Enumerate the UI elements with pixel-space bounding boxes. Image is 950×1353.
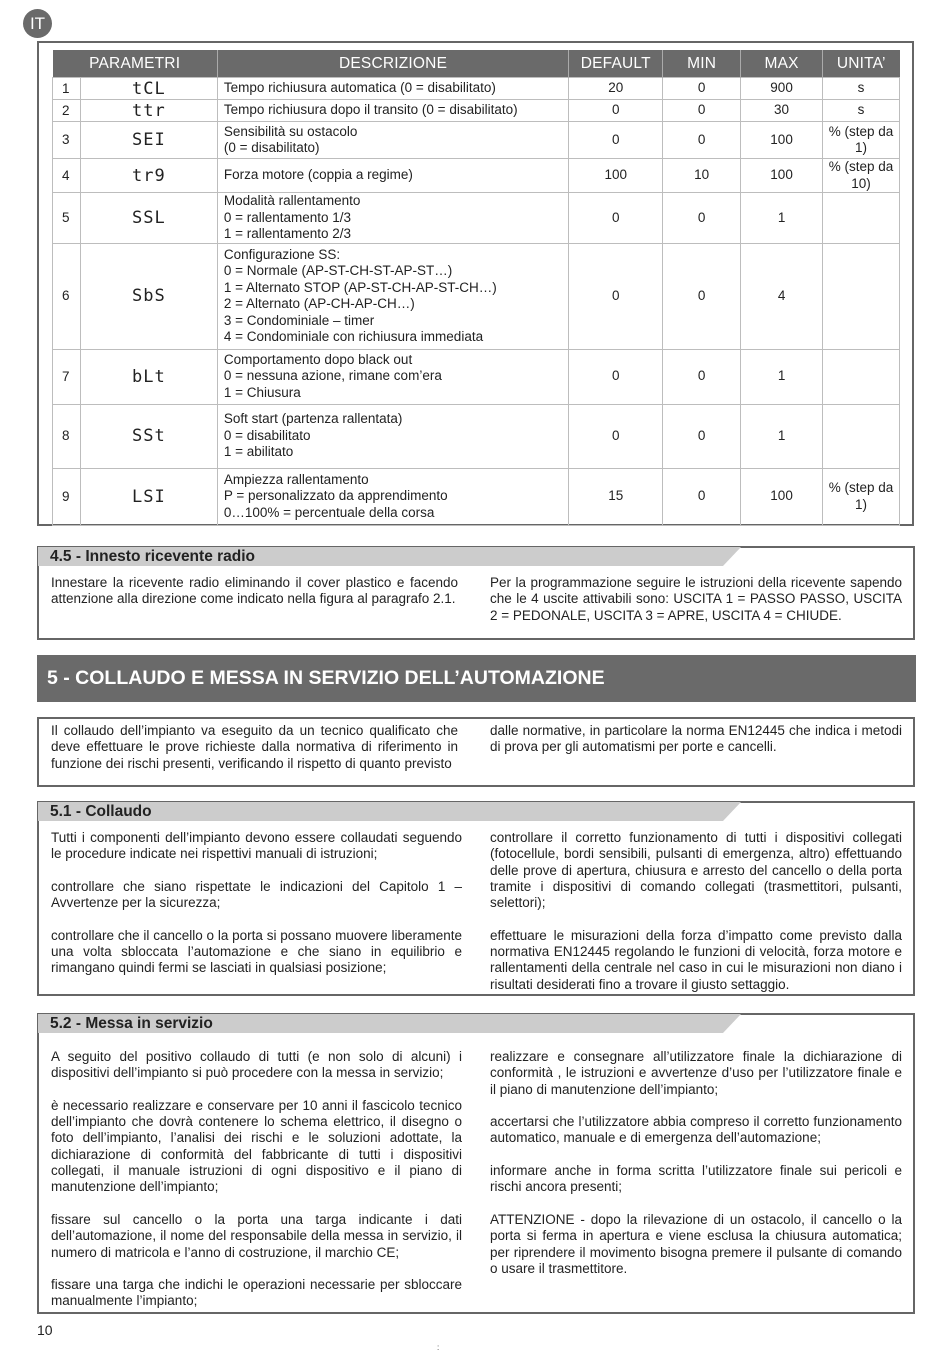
table-header-row xyxy=(53,50,900,78)
description-line: 0 = Normale (AP-ST-CH-ST-AP-ST…) xyxy=(223,263,453,278)
default-cell: 20 xyxy=(569,78,663,100)
section-title-bar xyxy=(38,1014,741,1033)
max-cell: 1 xyxy=(741,349,823,404)
paragraph: accertarsi che l’utilizzatore abbia compreso il corretto funzionamento automatico, manuale e di emergenza dell’automazione; xyxy=(490,1114,902,1146)
description-cell xyxy=(217,122,568,159)
language-badge: IT xyxy=(23,9,52,38)
param-divider xyxy=(80,78,81,99)
param-code: LSI xyxy=(132,486,166,507)
section-title: 4.5 - Innesto ricevente radio xyxy=(50,548,256,565)
page-number: 10 xyxy=(37,1322,53,1338)
description-line: (0 = disabilitato) xyxy=(223,140,320,155)
param-cell xyxy=(53,468,218,525)
paragraph: Innestare la ricevente radio eliminando il cover plastico e facendo attenzione alla direzione come indicato nella figura al paragrafo 2.1. xyxy=(51,575,458,607)
param-divider xyxy=(80,350,81,404)
param-number: 6 xyxy=(62,287,70,303)
param-divider xyxy=(80,405,81,468)
unit-cell xyxy=(823,243,900,349)
description-line: 0…100% = percentuale della corsa xyxy=(223,504,435,520)
param-cell xyxy=(53,243,218,349)
description-line: 2 = Alternato (AP-CH-AP-CH…) xyxy=(223,296,415,311)
max-cell: 4 xyxy=(741,243,823,349)
param-number: 4 xyxy=(62,167,70,183)
table-row xyxy=(53,100,900,122)
paragraph: A seguito del positivo collaudo di tutti (e non solo di alcuni) i dispositivi dell’impianto si può procedere con la messa in servizio; xyxy=(51,1049,462,1081)
min-cell: 10 xyxy=(663,159,741,193)
param-divider xyxy=(80,122,81,158)
default-cell: 0 xyxy=(569,349,663,404)
description-line: Modalità rallentamento xyxy=(223,193,361,208)
paragraph: controllare che il cancello o la porta si possano muovere liberamente una volta sbloccata l’automazione e che siano in equilibrio e rimangano quindi fermi se lasciati in qualsiasi posizione; xyxy=(51,927,462,976)
param-number: 9 xyxy=(62,488,70,504)
param-code: bLt xyxy=(132,366,166,387)
description-line: 4 = Condominiale con richiusura immediata xyxy=(223,329,484,344)
default-cell: 0 xyxy=(569,243,663,349)
min-cell: 0 xyxy=(663,349,741,404)
param-cell xyxy=(53,349,218,404)
paragraph: è necessario realizzare e conservare per 10 anni il fascicolo tecnico dell’impianto che dovrà contenere lo schema elettrico, il disegno o foto dell’impianto, l’analisi dei rischi e le soluzioni adottate, la dichiarazione di conformità del fabbricante di tutti i dispositivi collegati, il manuale istruzioni di ogni dispositivo e il piano di manutenzione dell’impianto; xyxy=(51,1097,462,1195)
unit-cell xyxy=(823,349,900,404)
description-cell xyxy=(217,100,568,122)
description-cell xyxy=(217,349,568,404)
description-line: Sensibilità su ostacolo xyxy=(223,123,358,139)
description-line: 0 = rallentamento 1/3 xyxy=(223,209,352,225)
param-cell xyxy=(53,100,218,122)
param-code: SSt xyxy=(132,425,166,446)
paragraph: ATTENZIONE - dopo la rilevazione di un ostacolo, il cancello o la porta si ferma in apertura e viene esclusa la chiusura automatica; per riprendere il movimento bisogna premere il pulsante di comando o usare il trasmettitore. xyxy=(490,1211,902,1276)
table-row xyxy=(53,404,900,468)
param-number: 2 xyxy=(62,102,70,118)
unit-cell: s xyxy=(823,78,900,100)
unit-cell: s xyxy=(823,100,900,122)
section-5-intro xyxy=(37,717,915,787)
paragraph: fissare sul cancello o la porta una targa indicante i dati dell’automazione, il nome del responsabile della messa in servizio, il numero di matricola e l’anno di costruzione, il marchio CE; xyxy=(51,1211,462,1260)
paragraph: Il collaudo dell’impianto va eseguito da un tecnico qualificato che deve effettuare le prove richieste dalla normativa di riferimento in funzione dei rischi presenti, verificando il rispetto di quanto previsto xyxy=(51,723,458,771)
section-4-5-right-column xyxy=(490,575,902,640)
param-number: 1 xyxy=(62,80,70,96)
header-descrizione: DESCRIZIONE xyxy=(217,50,568,78)
description-line: 1 = abilitato xyxy=(223,444,294,460)
max-cell: 30 xyxy=(741,100,823,122)
param-cell xyxy=(53,404,218,468)
description-cell xyxy=(217,243,568,349)
default-cell: 0 xyxy=(569,100,663,122)
description-line: Tempo richiusura automatica (0 = disabilitato) xyxy=(223,80,496,96)
default-cell: 15 xyxy=(569,468,663,525)
description-cell xyxy=(217,78,568,100)
description-cell xyxy=(217,193,568,244)
max-cell: 900 xyxy=(741,78,823,100)
section-4-5-left-column xyxy=(51,575,458,624)
param-number: 7 xyxy=(62,368,70,384)
table-row xyxy=(53,468,900,525)
min-cell: 0 xyxy=(663,404,741,468)
description-line: Ampiezza rallentamento xyxy=(223,471,369,487)
table-row xyxy=(53,78,900,100)
min-cell: 0 xyxy=(663,193,741,244)
paragraph: realizzare e consegnare all’utilizzatore finale la dichiarazione di conformità , le istruzioni e avvertenze d’uso per l’utilizzatore finale e il piano di manutenzione dell’impianto; xyxy=(490,1049,902,1097)
description-cell xyxy=(217,159,568,193)
description-line: 0 = disabilitato xyxy=(223,427,311,443)
max-cell: 100 xyxy=(741,468,823,525)
section-5-1-right-column xyxy=(490,830,902,1009)
description-line: 1 = Alternato STOP (AP-ST-CH-AP-ST-CH…) xyxy=(223,279,497,295)
description-cell xyxy=(217,468,568,525)
max-cell: 100 xyxy=(741,159,823,193)
param-number: 5 xyxy=(62,209,70,225)
table-row xyxy=(53,122,900,159)
paragraph: controllare che siano rispettate le indicazioni del Capitolo 1 – Avvertenze per la sicurezza; xyxy=(51,878,462,911)
default-cell: 0 xyxy=(569,404,663,468)
max-cell: 1 xyxy=(741,404,823,468)
header-parametri: PARAMETRI xyxy=(53,50,218,78)
description-line: Forza motore (coppia a regime) xyxy=(223,167,413,183)
paragraph: fissare una targa che indichi le operazioni necessarie per sbloccare manualmente l’impianto; xyxy=(51,1277,462,1309)
table-row xyxy=(53,193,900,244)
paragraph: Per la programmazione seguire le istruzioni della ricevente sapendo che le 4 uscite attivabili sono: USCITA 1 = PASSO PASSO, USCITA 2 = PEDONALE, USCITA 3 = APRE, USCITA 4 = CHIUDE. xyxy=(490,575,902,623)
parameters-table xyxy=(52,50,900,526)
default-cell: 100 xyxy=(569,159,663,193)
table-row xyxy=(53,243,900,349)
min-cell: 0 xyxy=(663,100,741,122)
chapter-5-banner: 5 - COLLAUDO E MESSA IN SERVIZIO DELL’AUTOMAZIONE xyxy=(37,655,916,702)
paragraph: Tutti i componenti dell’impianto devono essere collaudati seguendo le procedure indicate nei rispettivi manuali di istruzioni; xyxy=(51,830,462,862)
param-cell xyxy=(53,78,218,100)
section-5-2-left-column xyxy=(51,1049,462,1326)
table-row xyxy=(53,349,900,404)
section-5-2 xyxy=(37,1013,915,1314)
min-cell: 0 xyxy=(663,468,741,525)
default-cell: 0 xyxy=(569,193,663,244)
section-title-bar xyxy=(38,547,741,566)
max-cell: 100 xyxy=(741,122,823,159)
param-cell xyxy=(53,122,218,159)
param-divider xyxy=(80,193,81,243)
param-number: 8 xyxy=(62,427,70,443)
unit-cell: % (step da 10) xyxy=(823,159,900,193)
param-code: tr9 xyxy=(132,165,166,186)
description-line: Configurazione SS: xyxy=(223,246,341,262)
param-code: SEI xyxy=(132,129,166,150)
param-code: SSL xyxy=(132,207,166,228)
header-default: DEFAULT xyxy=(569,50,663,78)
section-title: 5.2 - Messa in servizio xyxy=(50,1015,213,1032)
section-5-left-column xyxy=(51,723,458,788)
min-cell: 0 xyxy=(663,122,741,159)
description-line: 0 = nessuna azione, rimane com’era xyxy=(223,368,442,384)
unit-cell xyxy=(823,193,900,244)
header-max: MAX xyxy=(741,50,823,78)
unit-cell xyxy=(823,404,900,468)
param-code: SbS xyxy=(132,285,166,306)
param-cell xyxy=(53,193,218,244)
param-divider xyxy=(80,100,81,121)
section-5-1-left-column xyxy=(51,830,462,993)
paragraph: informare anche in forma scritta l’utilizzatore finale sui pericoli e rischi ancora presenti; xyxy=(490,1163,902,1195)
description-line: Comportamento dopo black out xyxy=(223,351,413,367)
description-line: Tempo richiusura dopo il transito (0 = disabilitato) xyxy=(223,102,518,118)
param-code: ttr xyxy=(132,100,166,121)
description-cell xyxy=(217,404,568,468)
table-row xyxy=(53,159,900,193)
description-line: P = personalizzato da apprendimento xyxy=(223,488,448,504)
description-line: Soft start (partenza rallentata) xyxy=(223,411,403,427)
header-min: MIN xyxy=(663,50,741,78)
paragraph: controllare il corretto funzionamento di tutti i dispositivi collegati (fotocellule, bordi sensibili, pulsanti di emergenza, altro) effettuando delle prove di apertura, chiusura e arresto del cancello o della porta tramite i dispositivi di comando collegati (trasmettitori, pulsanti, selettori); xyxy=(490,830,902,911)
param-divider xyxy=(80,159,81,192)
min-cell: 0 xyxy=(663,243,741,349)
param-number: 3 xyxy=(62,131,70,147)
param-code: tCL xyxy=(132,78,166,99)
header-unit: UNITA’ xyxy=(823,50,900,78)
description-line: 3 = Condominiale – timer xyxy=(223,312,375,328)
section-title-bar xyxy=(38,802,741,821)
description-line: 1 = rallentamento 2/3 xyxy=(223,226,352,241)
unit-cell: % (step da 1) xyxy=(823,122,900,159)
section-5-2-right-column xyxy=(490,1049,902,1293)
section-title: 5.1 - Collaudo xyxy=(50,803,152,820)
unit-cell: % (step da 1) xyxy=(823,468,900,525)
paragraph: dalle normative, in particolare la norma EN12445 che indica i metodi di prova per gli automatismi per porte e cancelli. xyxy=(490,723,902,755)
description-line: 1 = Chiusura xyxy=(223,384,301,400)
min-cell: 0 xyxy=(663,78,741,100)
max-cell: 1 xyxy=(741,193,823,244)
param-divider xyxy=(80,469,81,525)
section-4-5 xyxy=(37,546,915,640)
section-5-1 xyxy=(37,801,915,996)
section-5-right-column xyxy=(490,723,902,772)
footer-mark: : xyxy=(437,1343,440,1352)
param-cell xyxy=(53,159,218,193)
default-cell: 0 xyxy=(569,122,663,159)
paragraph: effettuare le misurazioni della forza d’impatto come previsto dalla normativa EN12445 regolando le funzioni di velocità, forza motore e rallentamenti della centrale nel caso in cui le misurazioni non diano i risultati desiderati fino a trovare il giusto settaggio. xyxy=(490,927,902,992)
param-divider xyxy=(80,244,81,349)
